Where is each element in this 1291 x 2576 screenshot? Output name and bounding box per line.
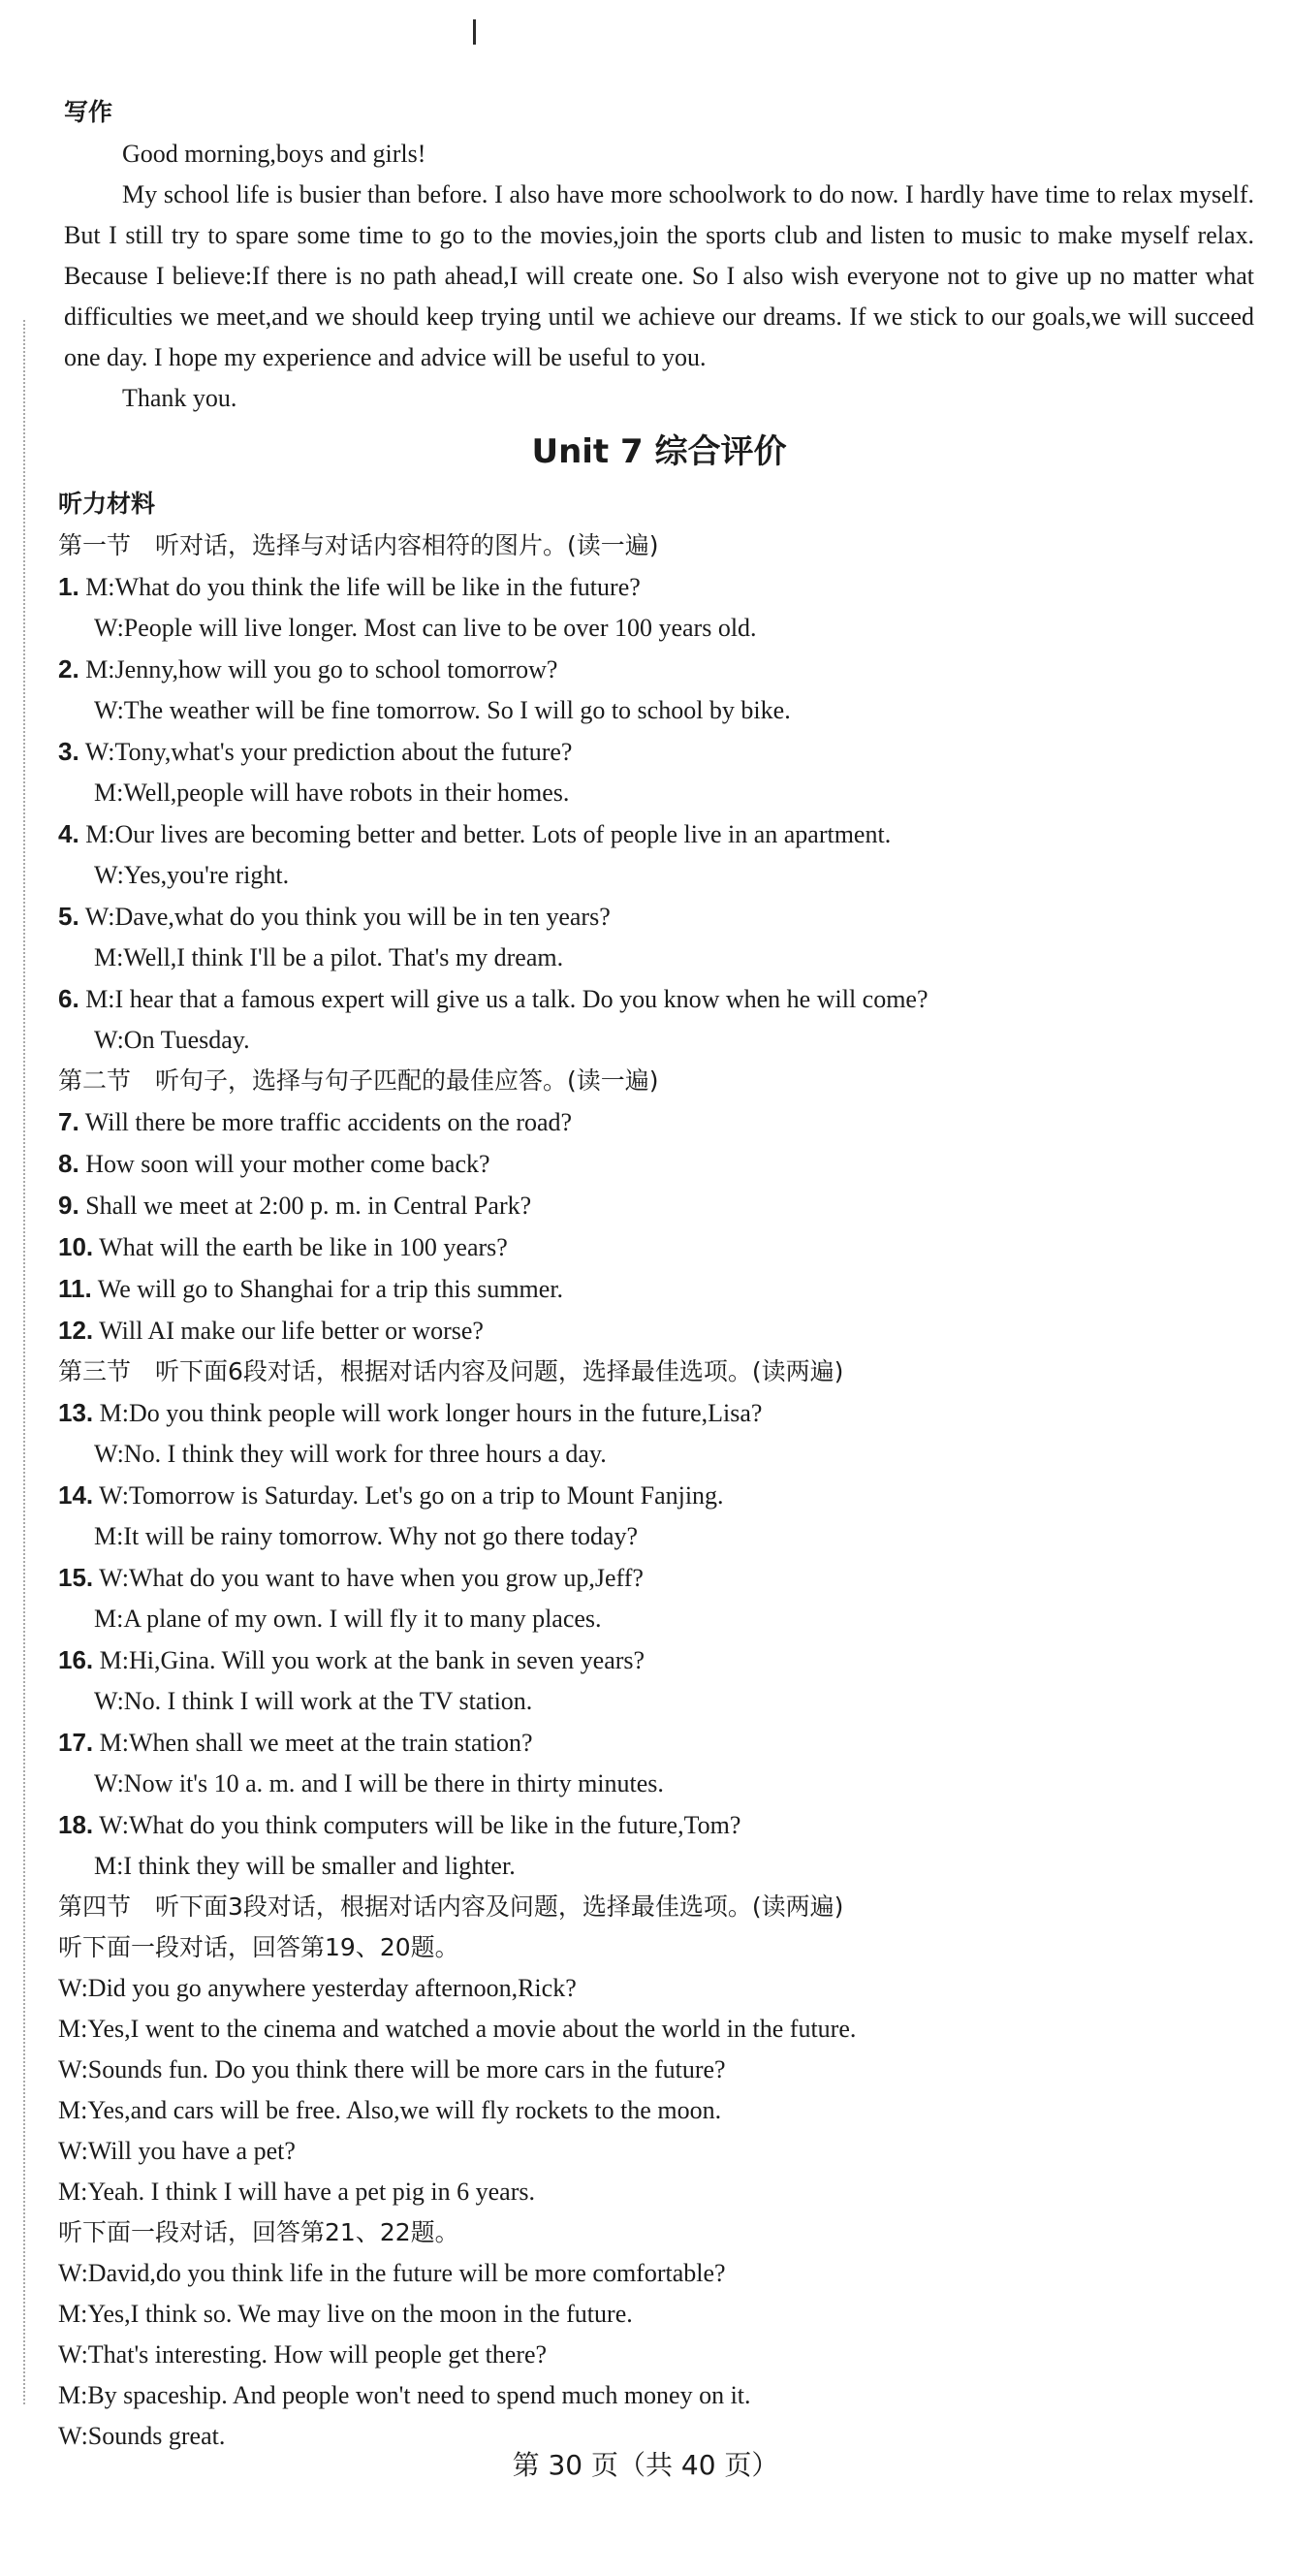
dialogue-reply-text: W:Yes,you're right. (94, 861, 290, 889)
dialogue-line-text: W:Will you have a pet? (58, 2137, 296, 2165)
dialogue-line (58, 2009, 1260, 2050)
page-footer: 第 30 页（共 40 页） (512, 2449, 779, 2481)
section-heading (58, 1887, 1260, 1927)
question-line (58, 813, 1260, 855)
question-number: 6. (58, 984, 79, 1013)
question-number: 8. (58, 1149, 79, 1178)
dialogue-line (58, 2131, 1260, 2172)
question-text: Shall we meet at 2:00 p. m. in Central Park? (79, 1192, 532, 1220)
dialogue-line-text: M:Yeah. I think I will have a pet pig in 6 years. (58, 2178, 535, 2206)
dialogue-line-text: M:Yes,I think so. We may live on the moon in the future. (58, 2300, 633, 2328)
dialogue-line (58, 2335, 1260, 2375)
question-number: 10. (58, 1232, 94, 1261)
listening-transcript (58, 525, 1260, 2457)
question-number: 13. (58, 1398, 94, 1427)
question-text: W:What do you think computers will be like in the future,Tom? (93, 1811, 741, 1839)
dialogue-reply-line (58, 1764, 1260, 1804)
section-heading-text: 第四节 听下面3段对话，根据对话内容及问题，选择最佳选项。(读两遍) (58, 1892, 844, 1921)
dialogue-line-text: W:That's interesting. How will people get there? (58, 2340, 548, 2369)
question-text: W:Tony,what's your prediction about the future? (79, 738, 573, 766)
question-text: What will the earth be like in 100 years? (93, 1233, 508, 1261)
question-number: 1. (58, 572, 79, 601)
dialogue-line (58, 2253, 1260, 2294)
dialogue-line-text: M:By spaceship. And people won't need to spend much money on it. (58, 2381, 751, 2409)
question-number: 2. (58, 654, 79, 684)
dialogue-line-text: M:Yes,and cars will be free. Also,we will fly rockets to the moon. (58, 2096, 722, 2124)
question-number: 18. (58, 1810, 94, 1839)
dialogue-line-text: W:David,do you think life in the future will be more comfortable? (58, 2259, 726, 2287)
dialogue-reply-text: M:Well,I think I'll be a pilot. That's my dream. (94, 943, 564, 971)
dialogue-line (58, 2050, 1260, 2090)
question-text: M:Our lives are becoming better and better. Lots of people live in an apartment. (79, 820, 892, 848)
question-line (58, 1475, 1260, 1516)
binding-dotted-line (23, 320, 25, 2404)
question-text: Will AI make our life better or worse? (93, 1317, 484, 1345)
question-text: M:Jenny,how will you go to school tomorrow? (79, 655, 558, 684)
question-line (58, 1185, 1260, 1226)
dialogue-reply-text: M:A plane of my own. I will fly it to many places. (94, 1605, 602, 1633)
question-number: 3. (58, 737, 79, 766)
question-number: 5. (58, 902, 79, 931)
question-line (58, 1310, 1260, 1352)
unit-title: Unit 7 综合评价 (531, 432, 787, 471)
section-heading (58, 1061, 1260, 1101)
question-line (58, 1804, 1260, 1846)
question-text: M:What do you think the life will be like in the future? (79, 573, 641, 601)
question-number: 12. (58, 1316, 94, 1345)
dialogue-instruction-text: 听下面一段对话，回答第19、20题。 (58, 1933, 459, 1961)
dialogue-line (58, 2172, 1260, 2212)
dialogue-reply-text: W:Now it's 10 a. m. and I will be there in thirty minutes. (94, 1769, 664, 1797)
dialogue-line-text: M:Yes,I went to the cinema and watched a movie about the world in the future. (58, 2015, 857, 2043)
question-line (58, 978, 1260, 1020)
question-text: How soon will your mother come back? (79, 1150, 490, 1178)
question-line (58, 1557, 1260, 1599)
dialogue-line (58, 2294, 1260, 2335)
section-heading-text: 第一节 听对话，选择与对话内容相符的图片。(读一遍) (58, 531, 659, 559)
dialogue-reply-line (58, 1599, 1260, 1639)
question-line (58, 896, 1260, 938)
question-line (58, 1722, 1260, 1764)
question-line (58, 1101, 1260, 1143)
dialogue-reply-line (58, 773, 1260, 813)
dialogue-reply-line (58, 1846, 1260, 1887)
dialogue-reply-text: W:People will live longer. Most can live to be over 100 years old. (94, 614, 757, 642)
dialogue-line (58, 2090, 1260, 2131)
question-text: W:What do you want to have when you grow up,Jeff? (93, 1564, 644, 1592)
dialogue-line (58, 2375, 1260, 2416)
question-number: 7. (58, 1107, 79, 1136)
question-number: 15. (58, 1563, 94, 1592)
dialogue-reply-line (58, 855, 1260, 896)
question-text: W:Dave,what do you think you will be in ten years? (79, 903, 611, 931)
question-text: W:Tomorrow is Saturday. Let's go on a trip to Mount Fanjing. (93, 1481, 724, 1510)
question-line (58, 649, 1260, 690)
dialogue-reply-text: M:It will be rainy tomorrow. Why not go there today? (94, 1522, 639, 1550)
dialogue-reply-text: M:Well,people will have robots in their homes. (94, 779, 570, 807)
dialogue-reply-line (58, 1681, 1260, 1722)
question-text: We will go to Shanghai for a trip this summer. (91, 1275, 564, 1303)
dialogue-instruction-text: 听下面一段对话，回答第21、22题。 (58, 2218, 459, 2246)
listening-heading: 听力材料 (58, 490, 156, 518)
dialogue-reply-text: W:The weather will be fine tomorrow. So I will go to school by bike. (94, 696, 791, 724)
question-text: M:When shall we meet at the train station? (93, 1729, 533, 1757)
document-page (58, 91, 1260, 2457)
dialogue-reply-text: W:No. I think they will work for three hours a day. (94, 1440, 607, 1468)
writing-body: My school life is busier than before. I also have more schoolwork to do now. I hardly have time to relax myself. But I still try to spare some time to go to the movies,join the sports club and listen to music to make myself relax. Because I believe:If there is no path ahead,I will create one. So I also wish everyone not to give up no matter what difficulties we meet,and we should keep trying until we achieve our dreams. If we stick to our goals,we will succeed one day. I hope my experience and advice will be useful to you. (64, 180, 1254, 371)
section-heading-text: 第二节 听句子，选择与句子匹配的最佳应答。(读一遍) (58, 1066, 659, 1095)
dialogue-instruction (58, 1927, 1260, 1968)
question-number: 9. (58, 1191, 79, 1220)
dialogue-reply-line (58, 938, 1260, 978)
question-text: M:I hear that a famous expert will give us a talk. Do you know when he will come? (79, 985, 929, 1013)
question-line (58, 1226, 1260, 1268)
question-number: 11. (58, 1274, 92, 1303)
section-heading (58, 1352, 1260, 1392)
section-heading (58, 525, 1260, 566)
dialogue-instruction (58, 2212, 1260, 2253)
question-number: 14. (58, 1480, 94, 1510)
dialogue-line-text: W:Sounds fun. Do you think there will be more cars in the future? (58, 2055, 726, 2083)
dialogue-reply-text: M:I think they will be smaller and lighter. (94, 1852, 516, 1880)
question-line (58, 1392, 1260, 1434)
dialogue-reply-text: W:On Tuesday. (94, 1026, 250, 1054)
question-line (58, 566, 1260, 608)
dialogue-reply-line (58, 608, 1260, 649)
section-heading-text: 第三节 听下面6段对话，根据对话内容及问题，选择最佳选项。(读两遍) (58, 1357, 844, 1385)
writing-greeting: Good morning,boys and girls! (122, 140, 426, 168)
dialogue-line-text: W:Did you go anywhere yesterday afternoon,Rick? (58, 1974, 577, 2002)
question-number: 4. (58, 819, 79, 848)
writing-heading: 写作 (64, 98, 113, 126)
question-text: M:Do you think people will work longer hours in the future,Lisa? (93, 1399, 763, 1427)
question-text: M:Hi,Gina. Will you work at the bank in seven years? (93, 1646, 646, 1674)
dialogue-line (58, 1968, 1260, 2009)
question-number: 16. (58, 1645, 94, 1674)
dialogue-reply-line (58, 1516, 1260, 1557)
dialogue-reply-text: W:No. I think I will work at the TV station. (94, 1687, 533, 1715)
question-line (58, 1268, 1260, 1310)
question-line (58, 731, 1260, 773)
dialogue-reply-line (58, 690, 1260, 731)
question-text: Will there be more traffic accidents on the road? (79, 1108, 573, 1136)
dialogue-reply-line (58, 1020, 1260, 1061)
binding-mark (473, 19, 476, 45)
dialogue-line-text: W:Sounds great. (58, 2422, 226, 2450)
writing-closing: Thank you. (122, 384, 237, 412)
question-line (58, 1639, 1260, 1681)
question-line (58, 1143, 1260, 1185)
dialogue-reply-line (58, 1434, 1260, 1475)
question-number: 17. (58, 1728, 94, 1757)
